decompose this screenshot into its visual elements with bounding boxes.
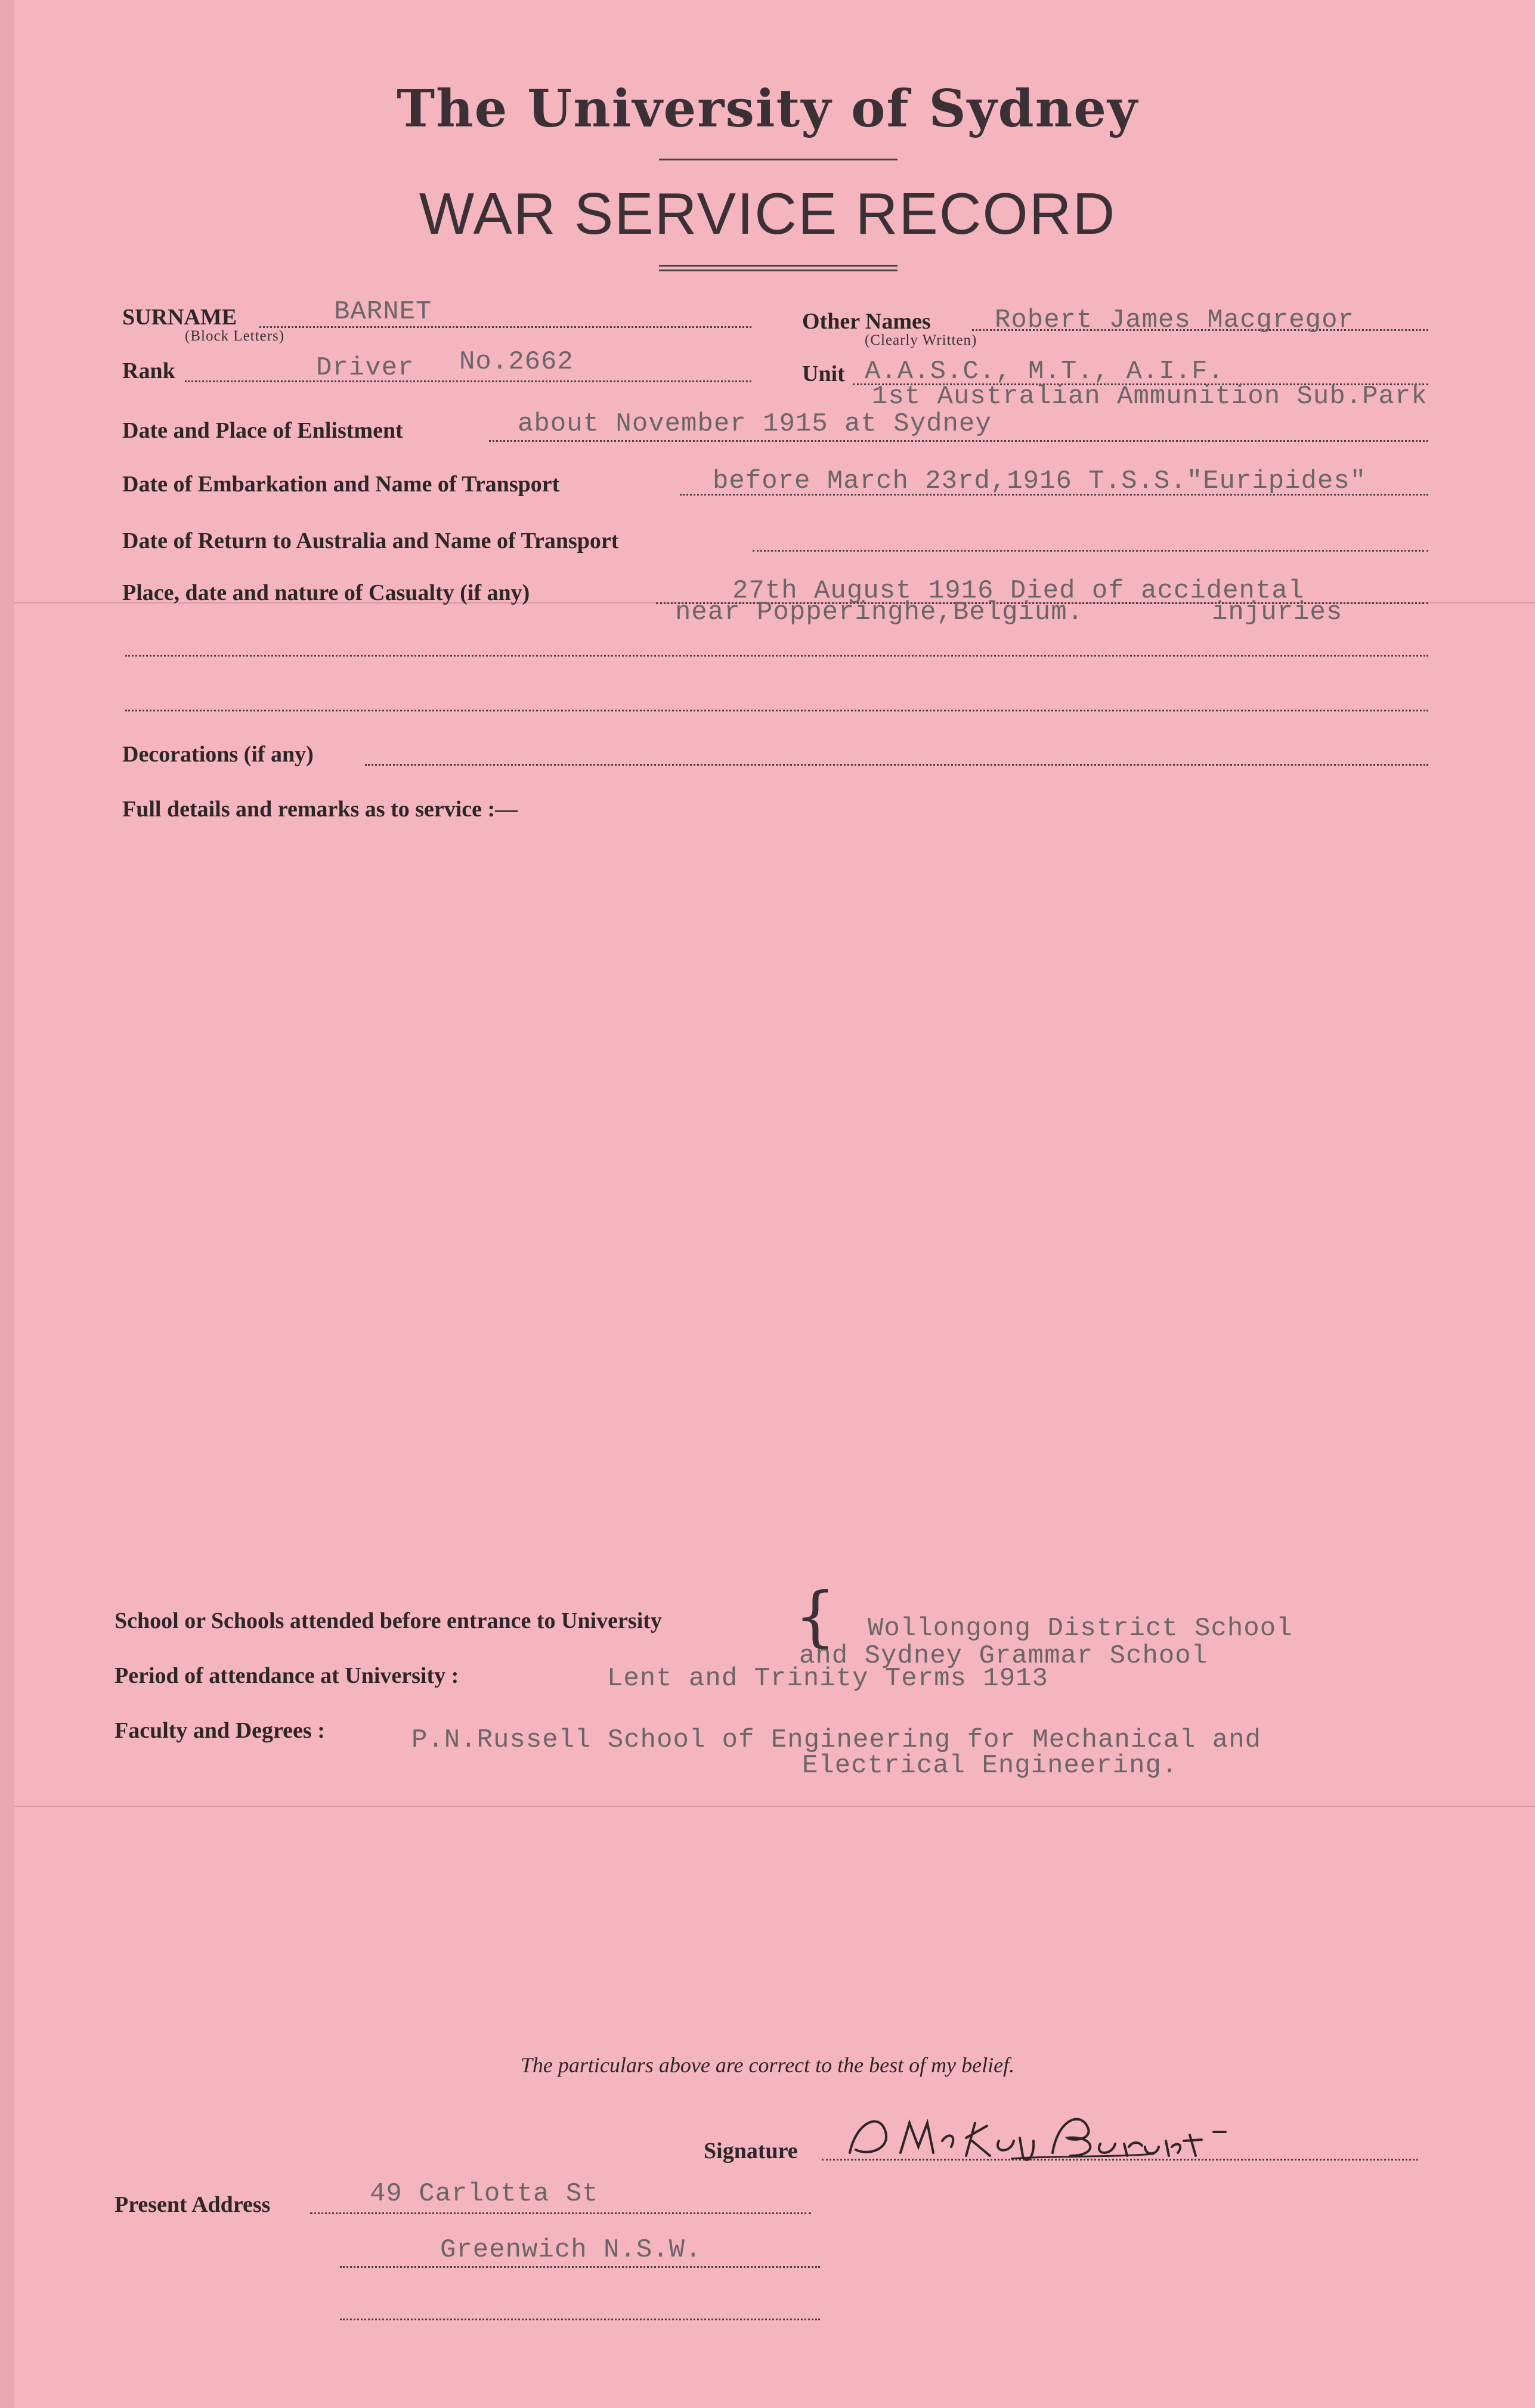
other-names-sub-label: (Clearly Written) [865, 332, 977, 348]
casualty-extra-line [125, 710, 1428, 711]
address-dotted-line-3 [340, 2319, 820, 2320]
faculty-value: P.N.Russell School of Engineering for Mechanical and [411, 1725, 1262, 1755]
decorations-label: Decorations (if any) [122, 742, 314, 767]
unit-value: A.A.S.C., M.T., A.I.F. [865, 357, 1224, 386]
embarkation-label: Date of Embarkation and Name of Transport [122, 472, 560, 497]
casualty-label: Place, date and nature of Casualty (if any) [122, 580, 530, 605]
surname-label: SURNAME [122, 305, 237, 330]
title-rule-bottom [659, 270, 898, 271]
period-value: Lent and Trinity Terms 1913 [607, 1664, 1048, 1694]
casualty-nature-value: injuries [1212, 598, 1343, 627]
other-names-value: Robert James Macgregor [995, 305, 1354, 335]
rank-value: Driver [316, 353, 414, 383]
university-name: The University of Sydney [397, 79, 1138, 139]
schools-label: School or Schools attended before entrance to University [114, 1608, 662, 1633]
brace-mark: { [794, 1578, 836, 1654]
address-dotted-line [310, 2212, 811, 2214]
return-label: Date of Return to Australia and Name of Transport [122, 528, 619, 553]
page-title: WAR SERVICE RECORD [419, 181, 1116, 246]
remarks-label: Full details and remarks as to service :— [122, 797, 518, 822]
rank-label: Rank [122, 358, 175, 383]
address-line-1: 49 Carlotta St [370, 2179, 599, 2209]
return-dotted-line [753, 550, 1428, 552]
header-rule [659, 159, 898, 160]
faculty-label: Faculty and Degrees : [114, 1718, 325, 1743]
signature-scribble [844, 2099, 1315, 2165]
address-line-2: Greenwich N.S.W. [440, 2235, 702, 2265]
surname-value: BARNET [334, 297, 432, 327]
schools-value-line-2: and Sydney Grammar School [799, 1641, 1208, 1671]
embarkation-value: before March 23rd,1916 T.S.S."Euripides" [713, 466, 1367, 496]
address-dotted-line-2 [340, 2266, 820, 2268]
enlistment-label: Date and Place of Enlistment [122, 418, 403, 443]
title-rule-top [659, 265, 898, 267]
decorations-dotted-line [365, 764, 1428, 766]
schools-value: Wollongong District School [868, 1614, 1293, 1643]
enlistment-value: about November 1915 at Sydney [518, 409, 992, 439]
unit-value-line-2: 1st Australian Ammunition Sub.Park [872, 382, 1428, 411]
signature-label: Signature [704, 2138, 798, 2164]
period-label: Period of attendance at University : [114, 1663, 459, 1688]
fold-crease [14, 1806, 1535, 1807]
faculty-value-line-2: Electrical Engineering. [802, 1751, 1178, 1781]
casualty-value: 27th August 1916 Died of accidental [732, 576, 1305, 606]
signature [844, 2099, 1315, 2165]
enlistment-dotted-line [489, 440, 1428, 442]
record-sheet [14, 0, 1535, 2408]
unit-label: Unit [802, 361, 845, 386]
casualty-place-value: near Popperinghe,Belgium. [675, 598, 1084, 627]
other-names-label: Other Names [802, 309, 931, 334]
surname-dotted-line [259, 326, 751, 328]
rank-dotted-line [185, 380, 751, 382]
declaration-text: The particulars above are correct to the best of my belief. [520, 2053, 1015, 2077]
surname-sub-label: (Block Letters) [185, 328, 285, 344]
service-number-value: No.2662 [459, 347, 574, 377]
casualty-extra-line [125, 655, 1428, 657]
address-label: Present Address [114, 2192, 271, 2217]
